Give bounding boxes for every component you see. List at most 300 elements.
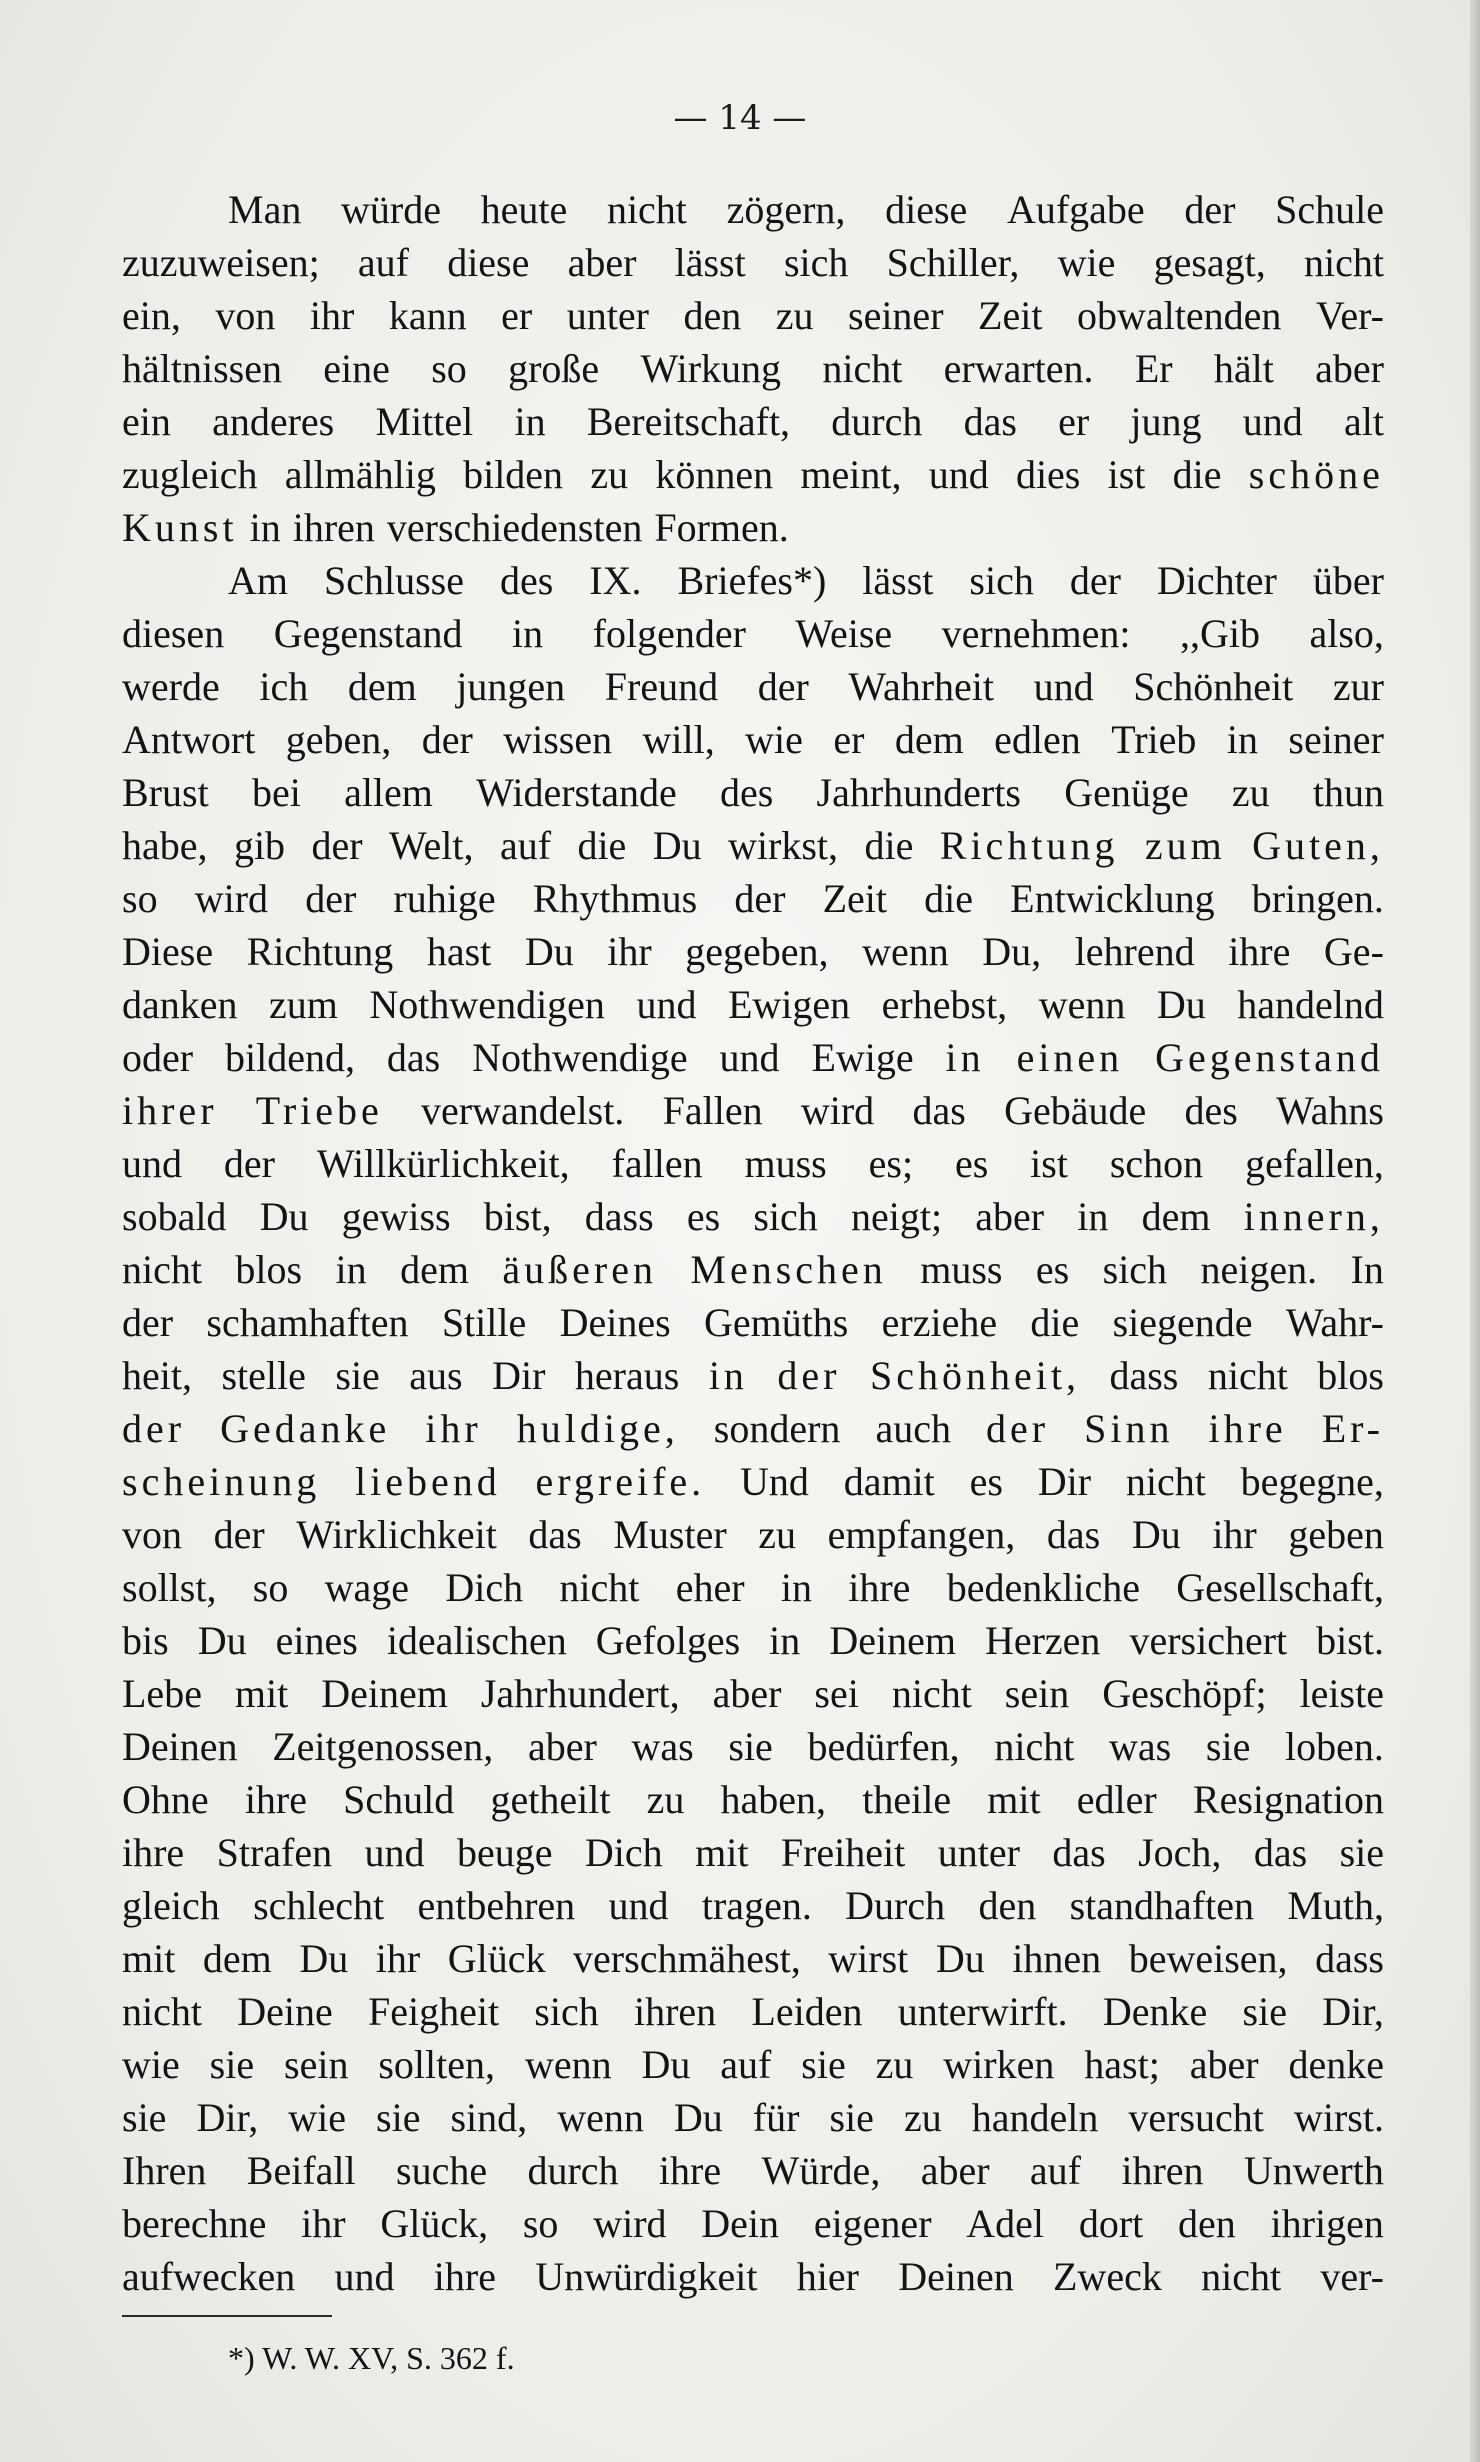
word: Dein xyxy=(701,2201,780,2246)
word: er xyxy=(833,717,865,762)
word: In xyxy=(1350,1247,1384,1292)
word: Du xyxy=(299,1936,349,1981)
word: beuge xyxy=(456,1830,553,1875)
word: zu xyxy=(758,1512,797,1557)
word: des xyxy=(499,558,554,603)
word: Mittel xyxy=(375,399,474,444)
word: schlecht xyxy=(253,1883,385,1928)
word: sich xyxy=(753,1194,818,1239)
word: der xyxy=(305,876,357,921)
word: dem xyxy=(347,664,417,709)
word: Wirklichkeit xyxy=(296,1512,497,1557)
word: gefallen, xyxy=(1245,1141,1384,1186)
word: Gebäude xyxy=(1004,1088,1147,1133)
word: nicht xyxy=(122,1247,202,1292)
word: sie xyxy=(1242,1989,1287,2034)
word: ihren xyxy=(633,1989,717,2034)
word: nicht xyxy=(559,1565,640,1610)
word: zu xyxy=(646,1777,685,1822)
word: Zeit xyxy=(822,876,887,921)
word: sie xyxy=(122,2095,167,2140)
word: wenn xyxy=(524,2042,612,2087)
word: aufwecken xyxy=(122,2254,296,2299)
word: Stille xyxy=(441,1300,527,1345)
word: geben xyxy=(1288,1512,1384,1557)
word: Joch, xyxy=(1138,1830,1222,1875)
word: in xyxy=(514,399,546,444)
word: zu xyxy=(590,452,629,497)
word: verschiedensten xyxy=(386,505,643,550)
word: scheinung xyxy=(122,1459,321,1504)
word: bilden xyxy=(463,452,564,497)
word: theile xyxy=(862,1777,952,1822)
word: Du xyxy=(641,2042,691,2087)
word: hier xyxy=(796,2254,859,2299)
word: und xyxy=(122,1141,182,1186)
word: nicht xyxy=(1207,1353,1288,1398)
word: ihren xyxy=(1121,2148,1204,2193)
word: gleich xyxy=(122,1883,220,1928)
word: Dich xyxy=(445,1565,524,1610)
word: den xyxy=(683,293,742,338)
word: Schönheit xyxy=(1133,664,1294,709)
word: in xyxy=(1226,717,1258,762)
body-text xyxy=(122,183,1384,2303)
word: gewiss xyxy=(341,1194,451,1239)
word: aber xyxy=(920,2148,990,2193)
word: der xyxy=(311,823,363,868)
word: des xyxy=(1184,1088,1238,1133)
word: er xyxy=(1058,399,1090,444)
word: neigt; xyxy=(850,1194,943,1239)
word: bei xyxy=(251,770,301,815)
word: es xyxy=(954,1141,989,1186)
word: den xyxy=(1178,2201,1236,2246)
word: der xyxy=(1184,187,1236,232)
word: Unwürdigkeit xyxy=(535,2254,758,2299)
word: wissen xyxy=(503,717,613,762)
word: unterwirft. xyxy=(897,1989,1068,2034)
word: wenn xyxy=(557,2095,644,2140)
text-line xyxy=(122,1243,1384,1296)
word: ihnen xyxy=(1012,1936,1102,1981)
word: ich xyxy=(259,664,309,709)
word: Du xyxy=(1131,1512,1181,1557)
word: alt xyxy=(1343,399,1384,444)
word: was xyxy=(1109,1724,1172,1769)
word: ihre xyxy=(1228,929,1291,974)
word: Fallen xyxy=(662,1088,763,1133)
word: ihre xyxy=(658,2148,722,2193)
text-line xyxy=(122,342,1384,395)
word: sie xyxy=(728,1724,773,1769)
word: Richtung xyxy=(246,929,394,974)
word: der xyxy=(213,1512,265,1557)
word: und xyxy=(636,982,697,1027)
word: gegeben, xyxy=(685,929,829,974)
word: aber xyxy=(1189,2042,1259,2087)
word: zum xyxy=(269,982,338,1027)
word: bist. xyxy=(1316,1618,1384,1663)
word: Herzen xyxy=(984,1618,1101,1663)
word: lässt xyxy=(862,558,934,603)
text-line xyxy=(122,1402,1384,1455)
word: Du xyxy=(1156,982,1206,1027)
text-line xyxy=(122,1455,1384,1508)
word: es xyxy=(686,1194,721,1239)
word: von xyxy=(215,293,276,338)
word: Deines xyxy=(559,1300,671,1345)
word: sich xyxy=(969,558,1034,603)
word: werde xyxy=(122,664,220,709)
word: Deinen xyxy=(898,2254,1014,2299)
word: sein xyxy=(284,2042,349,2087)
word: erhebst, xyxy=(881,982,1008,1027)
word: entbehren xyxy=(417,1883,576,1928)
word: des xyxy=(719,770,774,815)
word: wirst. xyxy=(1293,2095,1384,2140)
word: in xyxy=(1077,1194,1109,1239)
word: Ewigen xyxy=(727,982,851,1027)
word: so xyxy=(122,876,158,921)
page-edge-shadow xyxy=(1470,0,1480,2462)
word: Ewige xyxy=(811,1035,914,1080)
word: nicht xyxy=(1201,2254,1282,2299)
word: haben, xyxy=(720,1777,827,1822)
word: Du xyxy=(524,929,574,974)
word: durch xyxy=(527,2148,619,2193)
text-line xyxy=(122,1561,1384,1614)
text-line xyxy=(122,1720,1384,1773)
word: jung xyxy=(1130,399,1202,444)
word: sei xyxy=(814,1671,859,1716)
word: handelnd xyxy=(1237,982,1384,1027)
word: leiste xyxy=(1299,1671,1384,1716)
word: allem xyxy=(344,770,433,815)
word: verschmähest, xyxy=(573,1936,801,1981)
word: Glück, xyxy=(380,2201,489,2246)
word: Nothwendigen xyxy=(369,982,605,1027)
word: dem xyxy=(400,1247,469,1292)
word: heute xyxy=(480,187,568,232)
word: also, xyxy=(1309,611,1384,656)
word: die xyxy=(924,876,974,921)
word: danken xyxy=(122,982,238,1027)
word: der xyxy=(223,1141,275,1186)
word: sie xyxy=(376,2095,421,2140)
word: das xyxy=(1046,1512,1101,1557)
word: wirst xyxy=(828,1936,909,1981)
word: wie xyxy=(1057,240,1116,285)
text-line xyxy=(122,1031,1384,1084)
word: ihre xyxy=(1208,1406,1287,1451)
word: wenn xyxy=(862,929,949,974)
word: innern, xyxy=(1243,1194,1384,1239)
text-line xyxy=(122,1826,1384,1879)
word: Schule xyxy=(1275,187,1384,232)
word: die xyxy=(864,823,914,868)
word: er xyxy=(501,293,533,338)
word: Du, xyxy=(982,929,1042,974)
word: Genüge xyxy=(1064,770,1189,815)
word: anderes xyxy=(212,399,335,444)
word: fallen xyxy=(611,1141,703,1186)
text-line xyxy=(122,1137,1384,1190)
word: edlen xyxy=(994,717,1081,762)
word: das xyxy=(963,399,1017,444)
word: jungen xyxy=(456,664,566,709)
word: unter xyxy=(937,1830,1020,1875)
word: dem xyxy=(1141,1194,1211,1239)
word: bringen. xyxy=(1251,876,1384,921)
word: ihr xyxy=(607,929,652,974)
word: ihre xyxy=(122,1830,185,1875)
word: Ihren xyxy=(122,2148,207,2193)
word: Du xyxy=(259,1194,309,1239)
word: nicht xyxy=(891,1671,972,1716)
word: bedürfen, xyxy=(807,1724,960,1769)
word: muss xyxy=(744,1141,827,1186)
word: diese xyxy=(885,187,968,232)
word: will, xyxy=(642,717,715,762)
text-line xyxy=(122,236,1384,289)
word: für xyxy=(752,2095,800,2140)
word: was xyxy=(631,1724,694,1769)
text-line xyxy=(122,1508,1384,1561)
word: diese xyxy=(447,240,530,285)
page-number: — 14 — xyxy=(673,98,807,138)
text-line xyxy=(122,1773,1384,1826)
word: Gegenstand xyxy=(273,611,463,656)
word: Du xyxy=(197,1618,247,1663)
word: Freiheit xyxy=(780,1830,906,1875)
text-line xyxy=(122,183,1384,236)
word: Man xyxy=(228,187,302,232)
word: zu xyxy=(903,2095,942,2140)
word: Deine xyxy=(237,1989,333,2034)
word: ihre xyxy=(244,1777,307,1822)
word: in xyxy=(249,505,281,550)
word: dass xyxy=(1109,1353,1179,1398)
word: ist xyxy=(1107,452,1146,497)
word: können xyxy=(655,452,774,497)
word: sich xyxy=(783,240,849,285)
word: Antwort xyxy=(122,717,256,762)
text-line xyxy=(122,1190,1384,1243)
word: so xyxy=(252,1565,289,1610)
word: aber xyxy=(1315,346,1384,391)
word: Dichter xyxy=(1156,558,1277,603)
word: standhaften xyxy=(1069,1883,1254,1928)
word: Briefes*) xyxy=(677,558,827,603)
word: Sinn xyxy=(1084,1406,1174,1451)
word: und xyxy=(719,1035,780,1080)
word: obwaltenden xyxy=(1076,293,1282,338)
word: sollst, xyxy=(122,1565,217,1610)
word: Ver- xyxy=(1315,293,1384,338)
word: in xyxy=(708,1353,748,1398)
word: Und xyxy=(739,1459,809,1504)
word: ihr xyxy=(309,293,355,338)
word: Welt, xyxy=(388,823,474,868)
word: Brust xyxy=(122,770,209,815)
word: mit xyxy=(122,1936,176,1981)
word: aber xyxy=(567,240,637,285)
word: Wahr- xyxy=(1285,1300,1384,1345)
text-line xyxy=(122,607,1384,660)
word: Weise xyxy=(795,611,893,656)
word: wird xyxy=(194,876,269,921)
word: und xyxy=(334,2254,395,2299)
word: Guten, xyxy=(1252,823,1384,868)
word: seiner xyxy=(1288,717,1384,762)
word: folgender xyxy=(592,611,746,656)
word: hält xyxy=(1213,346,1274,391)
word: Ge- xyxy=(1323,929,1384,974)
word: Jahrhundert, xyxy=(480,1671,680,1716)
word: Schlusse xyxy=(323,558,464,603)
text-line xyxy=(122,1614,1384,1667)
word: Gefolges xyxy=(595,1618,741,1663)
word: in xyxy=(780,1565,812,1610)
word: unter xyxy=(566,293,649,338)
word: eher xyxy=(675,1565,745,1610)
word: eine xyxy=(323,346,390,391)
word: Unwerth xyxy=(1243,2148,1384,2193)
word: dies xyxy=(1015,452,1081,497)
word: allmählig xyxy=(284,452,436,497)
word: in xyxy=(945,1035,985,1080)
word: sich xyxy=(534,1989,599,2034)
word: eines xyxy=(275,1618,358,1663)
text-line xyxy=(122,713,1384,766)
word: das xyxy=(912,1088,966,1133)
word: thun xyxy=(1312,770,1384,815)
text-line xyxy=(122,554,1384,607)
word: sein xyxy=(1004,1671,1070,1716)
word: Du xyxy=(673,2095,723,2140)
word: und xyxy=(1242,399,1303,444)
word: IX. xyxy=(589,558,642,603)
word: äußeren xyxy=(502,1247,657,1292)
word: auf xyxy=(357,240,409,285)
word: Dich xyxy=(584,1830,663,1875)
word: bis xyxy=(122,1618,169,1663)
word: habe, xyxy=(122,823,208,868)
word: Lebe xyxy=(122,1671,202,1716)
word: ein, xyxy=(122,293,181,338)
word: empfangen, xyxy=(827,1512,1016,1557)
word: Er- xyxy=(1321,1406,1384,1451)
word: damit xyxy=(843,1459,935,1504)
text-line xyxy=(122,448,1384,501)
word: versucht xyxy=(1128,2095,1264,2140)
word: durch xyxy=(831,399,923,444)
word: ,,Gib xyxy=(1179,611,1260,656)
word: zu xyxy=(875,2042,914,2087)
word: das xyxy=(1052,1830,1106,1875)
word: zum xyxy=(1144,823,1226,868)
word: blos xyxy=(1317,1353,1384,1398)
word: sie xyxy=(209,2042,255,2087)
word: in xyxy=(512,611,544,656)
word: seiner xyxy=(848,293,944,338)
word: idealischen xyxy=(386,1618,567,1663)
word: diesen xyxy=(122,611,225,656)
word: es; xyxy=(868,1141,914,1186)
word: nicht xyxy=(1303,240,1384,285)
word: Wahrheit xyxy=(848,664,995,709)
word: der xyxy=(122,1406,186,1451)
word: blos xyxy=(235,1247,303,1292)
word: bildend, xyxy=(224,1035,355,1080)
word: nicht xyxy=(122,1989,202,2034)
word: meint, xyxy=(800,452,902,497)
word: Richtung xyxy=(939,823,1119,868)
word: Bereitschaft, xyxy=(586,399,791,444)
word: und xyxy=(1033,664,1094,709)
word: ihre xyxy=(848,1565,911,1610)
word: sollten, xyxy=(378,2042,496,2087)
word: der xyxy=(122,1300,174,1345)
text-line xyxy=(122,501,1384,554)
word: auf xyxy=(499,823,552,868)
word: es xyxy=(969,1459,1003,1504)
word: Deinem xyxy=(829,1618,956,1663)
text-line xyxy=(122,925,1384,978)
word: die xyxy=(1172,452,1222,497)
word: Gemüths xyxy=(703,1300,849,1345)
word: Gedanke xyxy=(220,1406,391,1451)
word: sie xyxy=(1339,1830,1384,1875)
word: wirkst, xyxy=(728,823,839,868)
word: dass xyxy=(1315,1936,1384,1981)
text-line xyxy=(122,872,1384,925)
word: der xyxy=(777,1353,841,1398)
word: ruhige xyxy=(393,876,496,921)
word: lässt xyxy=(674,240,746,285)
word: Formen. xyxy=(654,505,789,550)
word: sie xyxy=(1205,1724,1251,1769)
word: ein xyxy=(122,399,171,444)
word: Du xyxy=(935,1936,985,1981)
text-line xyxy=(122,289,1384,342)
word: dem xyxy=(894,717,964,762)
word: Würde, xyxy=(761,2148,881,2193)
word: Muster xyxy=(613,1512,727,1557)
word: nicht xyxy=(1125,1459,1206,1504)
word: aber xyxy=(527,1724,597,1769)
word: Widerstande xyxy=(476,770,677,815)
word: huldige, xyxy=(516,1406,679,1451)
word: sind, xyxy=(450,2095,528,2140)
word: zuzuweisen; xyxy=(122,240,320,285)
word: ihr xyxy=(1212,1512,1257,1557)
word: erziehe xyxy=(881,1300,998,1345)
word: oder xyxy=(122,1035,194,1080)
word: berechne xyxy=(122,2201,267,2246)
word: Rhythmus xyxy=(532,876,698,921)
word: große xyxy=(508,346,600,391)
word: Triebe xyxy=(255,1088,383,1133)
word: heit, xyxy=(122,1353,192,1398)
word: wenn xyxy=(1038,982,1126,1027)
word: aber xyxy=(712,1671,782,1716)
footnote-rule xyxy=(122,2315,332,2317)
word: wage xyxy=(324,1565,410,1610)
text-line xyxy=(122,2144,1384,2197)
word: Freund xyxy=(604,664,719,709)
